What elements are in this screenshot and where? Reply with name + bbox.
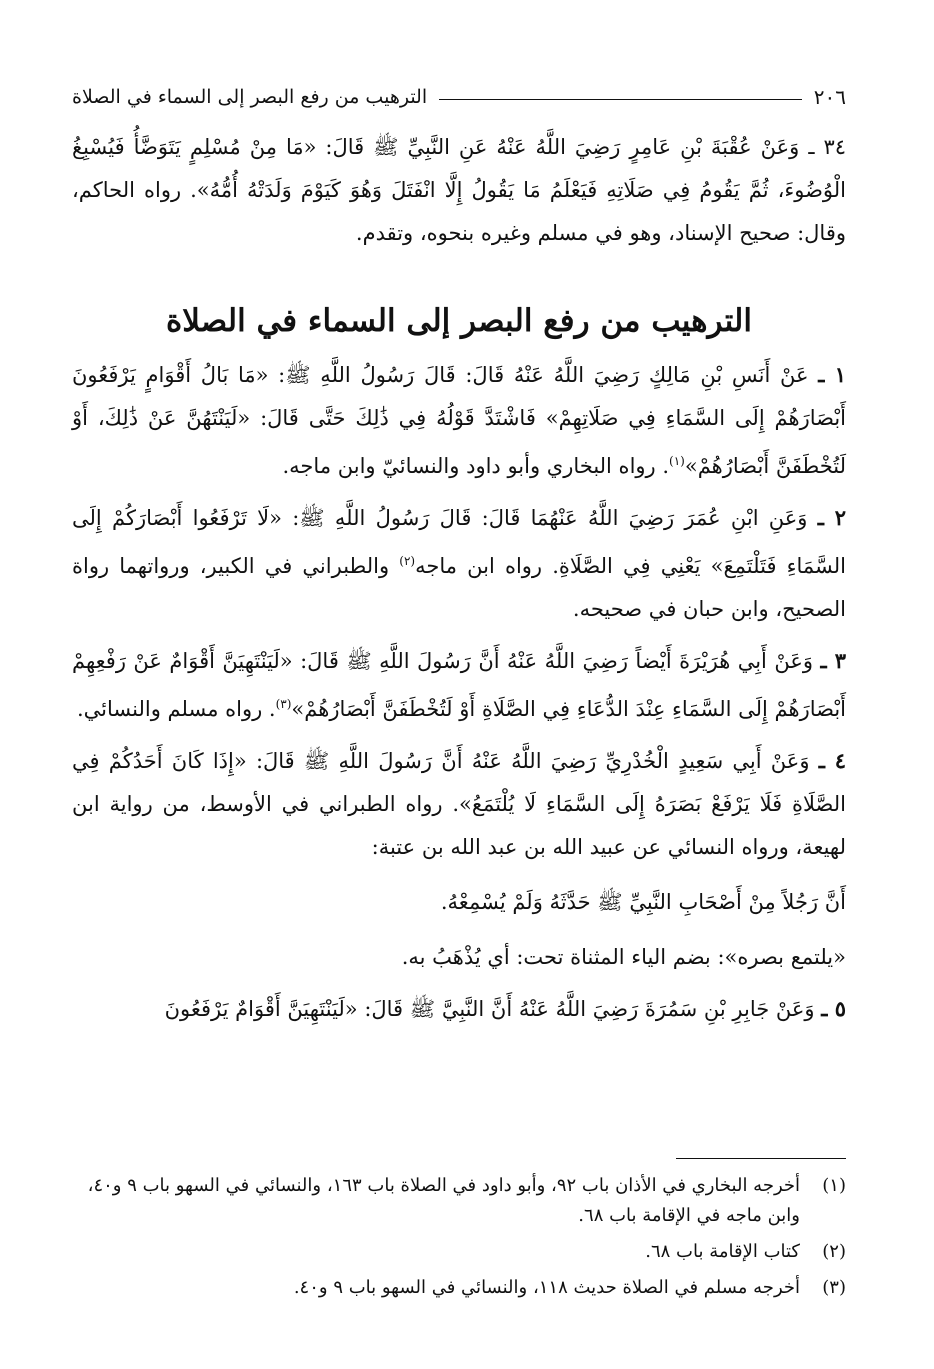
hadith-text: وَعَنِ ابْنِ عُمَرَ رَضِيَ اللَّهُ عَنْهُمَا قَالَ: قَالَ رَسُولُ اللَّهِ ﷺ: «لَا تَرْفَعُوا أَبْصَارَكُمْ إِلَى السَّمَاءِ فَتَلْتَمِعَ» يَعْنِي فِي الصَّلَاةِ. رواه ابن ماجه (72, 506, 847, 578)
hadith-source: والطبراني في الكبير، ورواتهما رواة الصحيح، وابن حبان في صحيحه. (72, 554, 846, 621)
footnote-text: كتاب الإقامة باب ٦٨. (645, 1241, 800, 1262)
footnote-text: أخرجه مسلم في الصلاة حديث ١١٨، والنسائي في السهو باب ٩ و٤٠. (293, 1277, 800, 1298)
hadith-number: ٣٤ ـ (808, 135, 847, 159)
hadith-text: وَعَنْ عُقْبَةَ بْنِ عَامِرٍ رَضِيَ اللَّهُ عَنْهُ عَنِ النَّبِيِّ ﷺ قَالَ: «مَا مِنْ مُسْلِمٍ يَتَوَضَّأُ فَيُسْبِغُ الْوُضُوءَ، ثُمَّ يَقُومُ فِي صَلَاتِهِ فَيَعْلَمُ مَا يَقُولُ إِلَّا انْفَتَلَ وَهُوَ كَيَوْمَ وَلَدَتْهُ أُمُّهُ». رواه الحاكم، وقال: صحيح الإسناد، وهو في مسلم وغيره بنحوه، وتقدم. (72, 135, 846, 245)
gloss-line: «يلتمع بصره»: بضم الياء المثناة تحت: أي يُذْهَبُ به. (401, 945, 846, 969)
hadith-3-paragraph (72, 639, 846, 731)
section-title: الترهيب من رفع البصر إلى السماء في الصلاة (166, 303, 752, 339)
running-title: الترهيب من رفع البصر إلى السماء في الصلاة (72, 86, 428, 108)
footnote-number: (١) (822, 1175, 846, 1196)
footnote-number: (٣) (822, 1277, 846, 1298)
hadith-number: ٢ ـ (817, 505, 846, 530)
page-header (72, 78, 846, 116)
footnote-number: (٢) (822, 1241, 846, 1262)
hadith-2-paragraph (72, 496, 846, 631)
footnote-rule (676, 1158, 846, 1159)
hadith-source: . رواه مسلم والنسائي. (76, 697, 276, 721)
footnote-ref: (٣) (275, 697, 292, 711)
quoted-line: أَنَّ رَجُلاً مِنْ أَصْحَابِ النَّبِيِّ ﷺ حَدَّثَهُ وَلَمْ يُسْمِعْهُ. (440, 890, 846, 914)
hadith-number: ١ ـ (818, 362, 847, 387)
header-rule (439, 99, 802, 100)
page-number: ٢٠٦ (813, 85, 846, 109)
footnotes (72, 1158, 846, 1309)
hadith-source: . رواه البخاري وأبو داود والنسائيّ وابن ماجه. (282, 454, 670, 478)
footnote-item (72, 1273, 846, 1303)
hadith-4-paragraph (72, 739, 846, 869)
hadith-text: وَعَنْ جَابِرِ بْنِ سَمُرَةَ رَضِيَ اللَّهُ عَنْهُ أَنَّ النَّبِيَّ ﷺ قَالَ: «لَيَنْتَهِيَنَّ أَقْوَامٌ يَرْفَعُونَ (164, 997, 815, 1021)
footnote-item (72, 1237, 846, 1267)
footnote-item (72, 1171, 846, 1231)
footnote-ref: (١) (669, 454, 685, 468)
footnote-text: أخرجه البخاري في الأذان باب ٩٢، وأبو داود في الصلاة باب ١٦٣، والنسائي في السهو باب ٩ و٤٠، وابن ماجه في الإقامة باب ٦٨. (87, 1175, 800, 1226)
hadith-34-paragraph (72, 126, 846, 255)
hadith-1-paragraph (72, 353, 846, 488)
footnote-ref: (٢) (399, 554, 416, 568)
hadith-text: عَنْ أَنَسِ بْنِ مَالِكٍ رَضِيَ اللَّهُ عَنْهُ قَالَ: قَالَ رَسُولُ اللَّهِ ﷺ: «مَا بَالُ أَقْوَامٍ يَرْفَعُونَ أَبْصَارَهُمْ إِلَى السَّمَاءِ فِي صَلَاتِهِمْ» فَاشْتَدَّ قَوْلُهُ فِي ذَٰلِكَ حَتَّى قَالَ: «لَيَنْتَهُنَّ عَنْ ذَٰلِكَ، أَوْ لَتُخْطَفَنَّ أَبْصَارُهُمْ» (72, 363, 846, 478)
hadith-number: ٤ ـ (818, 748, 846, 773)
hadith-number: ٣ ـ (820, 648, 846, 673)
hadith-text: وَعَنْ أَبِي سَعِيدٍ الْخُدْرِيِّ رَضِيَ اللَّهُ عَنْهُ أَنَّ رَسُولَ اللَّهِ ﷺ قَالَ: «إِذَا كَانَ أَحَدُكُمْ فِي الصَّلَاةِ فَلَا يَرْفَعْ بَصَرَهُ إِلَى السَّمَاءِ لَا يُلْتَمَعُ». رواه الطبراني في الأوسط، من رواية ابن لهيعة، ورواه النسائي عن عبيد الله بن عبد الله بن عتبة: (72, 749, 846, 859)
hadith-number: ٥ ـ (821, 996, 846, 1021)
hadith-5-paragraph (72, 987, 846, 1031)
hadith-text: وَعَنْ أَبِي هُرَيْرَةَ أَيْضاً رَضِيَ اللَّهُ عَنْهُ أَنَّ رَسُولَ اللَّهِ ﷺ قَالَ: «لَيَنْتَهِيَنَّ أَقْوَامٌ عَنْ رَفْعِهِمْ أَبْصَارَهُمْ إِلَى السَّمَاءِ عِنْدَ الدُّعَاءِ فِي الصَّلَاةِ أَوْ لَتُخْطَفَنَّ أَبْصَارُهُمْ» (72, 649, 846, 721)
